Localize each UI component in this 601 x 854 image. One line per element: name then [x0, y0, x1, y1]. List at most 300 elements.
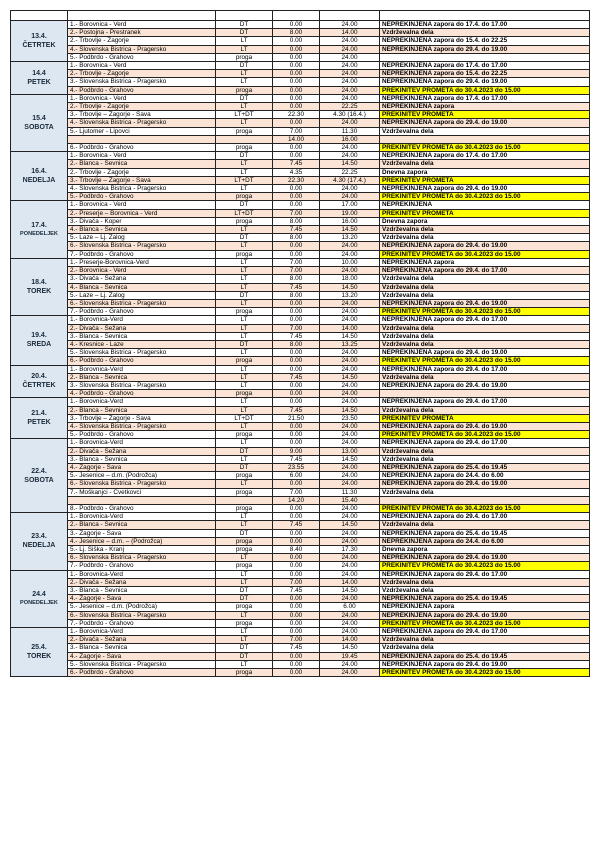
track-type-cell: LT [216, 521, 273, 529]
end-time-cell: 24.00 [320, 431, 380, 439]
note-cell: NEPREKINJENA zapora do 17.4. do 17.00 [380, 21, 590, 29]
table-row [11, 373, 590, 381]
start-time-cell: 0.00 [273, 422, 320, 430]
table-row [11, 53, 590, 61]
table-row [11, 390, 590, 398]
note-cell: PREKINITEV PROMETA do 30.4.2023 do 15.00 [380, 431, 590, 439]
note-cell: PREKINITEV PROMETA do 30.4.2023 do 15.00 [380, 562, 590, 570]
track-type-cell: proga [216, 308, 273, 316]
end-time-cell: 24.00 [320, 472, 380, 480]
start-time-cell: 0.00 [273, 86, 320, 94]
start-time-cell: 0.00 [273, 562, 320, 570]
day-cell [11, 94, 68, 151]
section-cell: 1.- Preserje-Borovnica-Verd [68, 258, 216, 266]
end-time-cell: 24.00 [320, 537, 380, 545]
day-date: 13.4. [31, 33, 47, 40]
track-type-cell: LT [216, 422, 273, 430]
track-type-cell: LT+DT [216, 111, 273, 119]
note-cell: PREKINITEV PROMETA [380, 176, 590, 184]
end-time-cell: 24.00 [320, 349, 380, 357]
note-cell: Vzdrževalna dela [380, 283, 590, 291]
end-time-cell: 24.00 [320, 381, 380, 389]
table-row [11, 644, 590, 652]
start-time-cell: 0.00 [273, 652, 320, 660]
section-cell: 3.- Trbovlje – Zagorje - Sava [68, 111, 216, 119]
end-time-cell: 22.25 [320, 103, 380, 111]
end-time-cell: 14.00 [320, 324, 380, 332]
track-type-cell: proga [216, 217, 273, 225]
note-cell: NEPREKINJENA zapora do 29.4. do 19.00 [380, 660, 590, 668]
table-header-row [11, 11, 590, 21]
start-time-cell: 0.00 [273, 365, 320, 373]
end-time-cell: 14.00 [320, 29, 380, 37]
note-cell: NEPREKINJENA zapora [380, 103, 590, 111]
note-cell: NEPREKINJENA zapora do 29.4. do 17.00 [380, 316, 590, 324]
table-row [11, 324, 590, 332]
section-cell: 1.- Borovnica - Verd [68, 152, 216, 160]
table-row [11, 562, 590, 570]
table-row [11, 242, 590, 250]
day-weekday: SOBOTA [24, 124, 54, 132]
track-type-cell: LT [216, 78, 273, 86]
note-cell [380, 135, 590, 143]
note-cell: Vzdrževalna dela [380, 127, 590, 135]
track-type-cell: proga [216, 144, 273, 152]
start-time-cell: 6.00 [273, 472, 320, 480]
start-time-cell: 0.00 [273, 554, 320, 562]
section-cell: 5.- Laze – Lj. Zalog [68, 291, 216, 299]
note-cell: NEPREKINJENA zapora do 29.4. do 17.00 [380, 570, 590, 578]
start-time-cell: 0.00 [273, 603, 320, 611]
track-type-cell: DT [216, 463, 273, 471]
start-time-cell: 0.00 [273, 480, 320, 488]
section-cell: 5.- Slovenska Bistrica - Pragersko [68, 660, 216, 668]
table-row [11, 29, 590, 37]
section-cell: 1.- Borovnica-Verd [68, 316, 216, 324]
track-type-cell: LT [216, 242, 273, 250]
start-time-cell: 0.00 [273, 185, 320, 193]
table-row [11, 439, 590, 447]
start-time-cell: 0.00 [273, 439, 320, 447]
header-cell [380, 11, 590, 21]
table-row [11, 86, 590, 94]
end-time-cell: 24.00 [320, 152, 380, 160]
start-time-cell: 0.00 [273, 21, 320, 29]
section-cell: 5.- Slovenska Bistrica - Pragersko [68, 349, 216, 357]
track-type-cell: proga [216, 431, 273, 439]
start-time-cell: 0.00 [273, 619, 320, 627]
start-time-cell: 0.00 [273, 45, 320, 53]
end-time-cell: 13.20 [320, 234, 380, 242]
start-time-cell: 7.45 [273, 160, 320, 168]
section-cell: 6.- Podbrdo - Grahovo [68, 144, 216, 152]
table-row [11, 513, 590, 521]
end-time-cell: 16.00 [320, 135, 380, 143]
end-time-cell: 19.00 [320, 209, 380, 217]
end-time-cell: 19.45 [320, 652, 380, 660]
end-time-cell: 4.30 (16.4.) [320, 111, 380, 119]
end-time-cell: 24.00 [320, 628, 380, 636]
note-cell: PREKINITEV PROMETA [380, 414, 590, 422]
section-cell: 4.- Zagorje - Sava [68, 652, 216, 660]
day-date: 19.4. [31, 332, 47, 340]
track-type-cell: proga [216, 504, 273, 512]
track-type-cell: LT [216, 45, 273, 53]
note-cell: NEPREKINJENA zapora [380, 603, 590, 611]
note-cell: NEPREKINJENA zapora [380, 258, 590, 266]
table-row [11, 226, 590, 234]
section-cell: 2.- Divača - Sežana [68, 324, 216, 332]
table-row [11, 611, 590, 619]
note-cell: NEPREKINJENA zapora do 29.4. do 17.00 [380, 398, 590, 406]
start-time-cell: 0.00 [273, 53, 320, 61]
section-cell: 3.- Zagorje - Sava [68, 529, 216, 537]
table-row [11, 78, 590, 86]
section-cell: 3.- Trbovlje – Zagorje - Sava [68, 414, 216, 422]
start-time-cell: 0.00 [273, 537, 320, 545]
track-type-cell: proga [216, 53, 273, 61]
section-cell: 4.- Zagorje - Sava [68, 595, 216, 603]
track-type-cell: DT [216, 587, 273, 595]
track-type-cell: LT [216, 455, 273, 463]
track-type-cell: proga [216, 603, 273, 611]
end-time-cell: 13.20 [320, 291, 380, 299]
note-cell: PREKINITEV PROMETA do 30.4.2023 do 15.00 [380, 250, 590, 258]
end-time-cell: 24.00 [320, 529, 380, 537]
note-cell: NEPREKINJENA zapora do 29.4. do 19.00 [380, 611, 590, 619]
day-weekday: PONEDELJEK [20, 230, 58, 237]
section-cell: 7.- Podbrdo - Grahovo [68, 619, 216, 627]
table-row [11, 570, 590, 578]
note-cell: NEPREKINJENA zapora do 25.4. do 19.45 [380, 463, 590, 471]
note-cell: NEPREKINJENA zapora do 25.4. do 19.45 [380, 529, 590, 537]
start-time-cell: 8.00 [273, 275, 320, 283]
end-time-cell: 24.00 [320, 86, 380, 94]
note-cell: NEPREKINJENA zapora do 17.4. do 17.00 [380, 94, 590, 102]
note-cell: NEPREKINJENA zapora do 29.4. do 19.00 [380, 185, 590, 193]
track-type-cell: LT [216, 611, 273, 619]
end-time-cell: 24.00 [320, 193, 380, 201]
note-cell: NEPREKINJENA zapora do 29.4. do 17.00 [380, 439, 590, 447]
day-weekday: ČETRTEK [22, 42, 56, 49]
start-time-cell: 0.00 [273, 611, 320, 619]
table-row [11, 160, 590, 168]
track-type-cell: LT [216, 299, 273, 307]
header-cell [320, 11, 380, 21]
start-time-cell: 0.00 [273, 193, 320, 201]
note-cell: Vzdrževalna dela [380, 578, 590, 586]
section-cell: 2.- Blanca - Sevnica [68, 373, 216, 381]
end-time-cell: 24.00 [320, 242, 380, 250]
table-row [11, 447, 590, 455]
start-time-cell: 7.00 [273, 209, 320, 217]
table-row [11, 521, 590, 529]
start-time-cell: 0.00 [273, 504, 320, 512]
note-cell: NEPREKINJENA [380, 201, 590, 209]
table-row [11, 636, 590, 644]
end-time-cell: 24.00 [320, 611, 380, 619]
section-cell: 1.- Borovnica - Verd [68, 62, 216, 70]
end-time-cell: 18.00 [320, 275, 380, 283]
note-cell: NEPREKINJENA zapora do 29.4. do 19.00 [380, 299, 590, 307]
note-cell: Vzdrževalna dela [380, 324, 590, 332]
section-cell: 3.- Divača - Sežana [68, 275, 216, 283]
section-cell: 1.- Borovnica-Verd [68, 513, 216, 521]
start-time-cell: 7.45 [273, 644, 320, 652]
table-row [11, 669, 590, 677]
table-row [11, 472, 590, 480]
day-date: 14.4 [32, 69, 46, 77]
track-type-cell: proga [216, 250, 273, 258]
track-type-cell [216, 496, 273, 504]
section-cell: 5.- Jesenice – d.m. (Podrožca) [68, 472, 216, 480]
track-type-cell: proga [216, 86, 273, 94]
start-time-cell: 0.00 [273, 62, 320, 70]
end-time-cell: 24.00 [320, 62, 380, 70]
table-row [11, 62, 590, 70]
start-time-cell: 0.00 [273, 381, 320, 389]
start-time-cell: 7.45 [273, 226, 320, 234]
start-time-cell: 21.50 [273, 414, 320, 422]
section-cell: 3.- Slovenska Bistrica - Pragersko [68, 381, 216, 389]
start-time-cell: 0.00 [273, 529, 320, 537]
day-cell [11, 258, 68, 315]
track-type-cell: DT [216, 447, 273, 455]
track-type-cell: DT [216, 652, 273, 660]
note-cell: PREKINITEV PROMETA do 30.4.2023 do 15.00 [380, 619, 590, 627]
end-time-cell: 14.50 [320, 160, 380, 168]
section-cell: 5.- Podbrdo - Grahovo [68, 53, 216, 61]
day-weekday: ČETRTEK [22, 382, 56, 390]
day-weekday: PETEK [27, 419, 51, 427]
end-time-cell: 4.30 (17.4.) [320, 176, 380, 184]
note-cell: PREKINITEV PROMETA do 30.4.2023 do 15.00 [380, 308, 590, 316]
note-cell: PREKINITEV PROMETA [380, 209, 590, 217]
table-row [11, 619, 590, 627]
track-type-cell: DT [216, 234, 273, 242]
note-cell: Vzdrževalna dela [380, 234, 590, 242]
start-time-cell: 0.00 [273, 570, 320, 578]
table-row [11, 422, 590, 430]
end-time-cell: 24.00 [320, 185, 380, 193]
end-time-cell: 24.00 [320, 562, 380, 570]
note-cell: NEPREKINJENA zapora do 17.4. do 17.00 [380, 62, 590, 70]
section-cell: 4.- Zagorje - Sava [68, 463, 216, 471]
end-time-cell: 24.00 [320, 554, 380, 562]
section-cell: 2.- Preserje – Borovnica - Verd [68, 209, 216, 217]
note-cell: Vzdrževalna dela [380, 332, 590, 340]
track-type-cell: LT [216, 258, 273, 266]
track-type-cell: proga [216, 562, 273, 570]
end-time-cell: 24.00 [320, 504, 380, 512]
section-cell: 5.- Podbrdo - Grahovo [68, 193, 216, 201]
note-cell: Dnevna zapora [380, 546, 590, 554]
track-type-cell: proga [216, 669, 273, 677]
end-time-cell: 24.00 [320, 94, 380, 102]
start-time-cell: 0.00 [273, 201, 320, 209]
track-type-cell: DT [216, 529, 273, 537]
start-time-cell: 0.00 [273, 398, 320, 406]
end-time-cell: 10.00 [320, 258, 380, 266]
start-time-cell: 0.00 [273, 70, 320, 78]
note-cell: Vzdrževalna dela [380, 644, 590, 652]
track-type-cell: LT [216, 480, 273, 488]
start-time-cell: 7.45 [273, 587, 320, 595]
section-cell: 5.- Laze – Lj. Zalog [68, 234, 216, 242]
note-cell: NEPREKINJENA zapora do 29.4. do 17.00 [380, 628, 590, 636]
section-cell: 2.- Trbovlje - Zagorje [68, 70, 216, 78]
section-cell: 2.- Divača - Sežana [68, 578, 216, 586]
table-row [11, 488, 590, 496]
end-time-cell: 24.00 [320, 480, 380, 488]
note-cell: Vzdrževalna dela [380, 406, 590, 414]
start-time-cell: 14.20 [273, 496, 320, 504]
end-time-cell: 24.00 [320, 422, 380, 430]
start-time-cell: 0.00 [273, 513, 320, 521]
start-time-cell: 8.00 [273, 340, 320, 348]
closures-table-body [11, 11, 590, 677]
end-time-cell: 24.00 [320, 316, 380, 324]
track-type-cell: proga [216, 390, 273, 398]
end-time-cell: 11.30 [320, 127, 380, 135]
start-time-cell: 7.00 [273, 127, 320, 135]
table-row [11, 217, 590, 225]
day-weekday: TOREK [26, 288, 52, 296]
section-cell: 2.- Blanca - Sevnica [68, 160, 216, 168]
end-time-cell: 14.50 [320, 587, 380, 595]
end-time-cell: 24.00 [320, 144, 380, 152]
section-cell: 1.- Borovnica-Verd [68, 628, 216, 636]
end-time-cell: 24.00 [320, 660, 380, 668]
end-time-cell: 17.00 [320, 201, 380, 209]
end-time-cell: 11.30 [320, 488, 380, 496]
start-time-cell: 7.00 [273, 488, 320, 496]
start-time-cell: 8.00 [273, 29, 320, 37]
start-time-cell: 0.00 [273, 242, 320, 250]
table-row [11, 234, 590, 242]
end-time-cell: 24.00 [320, 78, 380, 86]
end-time-cell: 24.00 [320, 390, 380, 398]
track-type-cell: LT [216, 160, 273, 168]
end-time-cell: 16.00 [320, 217, 380, 225]
start-time-cell: 0.00 [273, 308, 320, 316]
track-type-cell: LT [216, 267, 273, 275]
section-cell: 1.- Borovnica-Verd [68, 439, 216, 447]
start-time-cell: 4.35 [273, 168, 320, 176]
note-cell: NEPREKINJENA zapora do 17.4. do 17.00 [380, 152, 590, 160]
note-cell: NEPREKINJENA zapora do 29.4. do 19.00 [380, 349, 590, 357]
header-cell [68, 11, 216, 21]
start-time-cell: 0.00 [273, 299, 320, 307]
day-weekday: NEDELJA [22, 542, 56, 550]
track-type-cell: LT [216, 185, 273, 193]
table-row [11, 504, 590, 512]
table-row [11, 209, 590, 217]
note-cell: NEPREKINJENA zapora do 29.4. do 19.00 [380, 78, 590, 86]
note-cell: NEPREKINJENA zapora do 24.4. do 6.00 [380, 472, 590, 480]
end-time-cell: 24.00 [320, 308, 380, 316]
section-cell: 1.- Borovnica - Verd [68, 201, 216, 209]
table-row [11, 349, 590, 357]
end-time-cell: 24.00 [320, 669, 380, 677]
end-time-cell: 14.50 [320, 332, 380, 340]
track-type-cell: DT [216, 291, 273, 299]
track-type-cell: DT [216, 595, 273, 603]
section-cell: 2.- Divača - Sežana [68, 636, 216, 644]
end-time-cell: 14.50 [320, 226, 380, 234]
track-type-cell: proga [216, 488, 273, 496]
start-time-cell: 0.00 [273, 660, 320, 668]
section-cell: 3.- Blanca - Sevnica [68, 644, 216, 652]
note-cell: NEPREKINJENA zapora do 29.4. do 19.00 [380, 422, 590, 430]
note-cell: PREKINITEV PROMETA do 30.4.2023 do 15.00 [380, 86, 590, 94]
note-cell: NEPREKINJENA zapora do 29.4. do 19.00 [380, 554, 590, 562]
table-row [11, 480, 590, 488]
section-cell: 3.- Slovenska Bistrica - Pragersko [68, 78, 216, 86]
table-row [11, 463, 590, 471]
note-cell [380, 53, 590, 61]
track-type-cell: LT [216, 275, 273, 283]
table-row [11, 119, 590, 127]
section-cell: 4.- Kresnice - Laze [68, 340, 216, 348]
end-time-cell: 23.50 [320, 414, 380, 422]
section-cell: 2.- Divača - Sežana [68, 447, 216, 455]
table-row [11, 291, 590, 299]
section-cell: 2.- Blanca - Sevnica [68, 406, 216, 414]
note-cell [380, 496, 590, 504]
end-time-cell: 24.00 [320, 570, 380, 578]
track-type-cell: LT [216, 660, 273, 668]
track-type-cell: LT [216, 373, 273, 381]
section-cell: 6.- Slovenska Bistrica - Pragersko [68, 554, 216, 562]
table-row [11, 406, 590, 414]
track-type-cell: LT [216, 570, 273, 578]
end-time-cell: 13.25 [320, 340, 380, 348]
start-time-cell: 0.00 [273, 357, 320, 365]
day-weekday: NEDELJA [22, 177, 56, 185]
note-cell: NEPREKINJENA zapora do 15.4. do 22.25 [380, 37, 590, 45]
table-row [11, 70, 590, 78]
section-cell: 2.- Trbovlje - Zagorje [68, 103, 216, 111]
note-cell: Vzdrževalna dela [380, 160, 590, 168]
start-time-cell: 0.00 [273, 628, 320, 636]
end-time-cell: 24.00 [320, 357, 380, 365]
table-row [11, 267, 590, 275]
track-type-cell: proga [216, 127, 273, 135]
section-cell: 6.- Slovenska Bistrica - Pragersko [68, 611, 216, 619]
table-row [11, 578, 590, 586]
note-cell: NEPREKINJENA zapora do 29.4. do 17.00 [380, 513, 590, 521]
track-type-cell: proga [216, 472, 273, 480]
start-time-cell: 7.45 [273, 406, 320, 414]
day-weekday: PETEK [27, 78, 51, 86]
track-type-cell: LT [216, 70, 273, 78]
table-row [11, 398, 590, 406]
table-row [11, 201, 590, 209]
note-cell: NEPREKINJENA zapora do 29.4. do 19.00 [380, 119, 590, 127]
section-cell: 2.- Trbovlje - Zagorje [68, 37, 216, 45]
note-cell: Dnevna zapora [380, 168, 590, 176]
table-row [11, 496, 590, 504]
track-type-cell: LT [216, 439, 273, 447]
end-time-cell: 22.25 [320, 168, 380, 176]
track-type-cell: LT [216, 119, 273, 127]
table-row [11, 152, 590, 160]
day-weekday: SOBOTA [24, 476, 54, 484]
table-row [11, 250, 590, 258]
day-date: 24.4 [32, 590, 46, 598]
section-cell: 2.- Trbovlje - Zagorje [68, 168, 216, 176]
